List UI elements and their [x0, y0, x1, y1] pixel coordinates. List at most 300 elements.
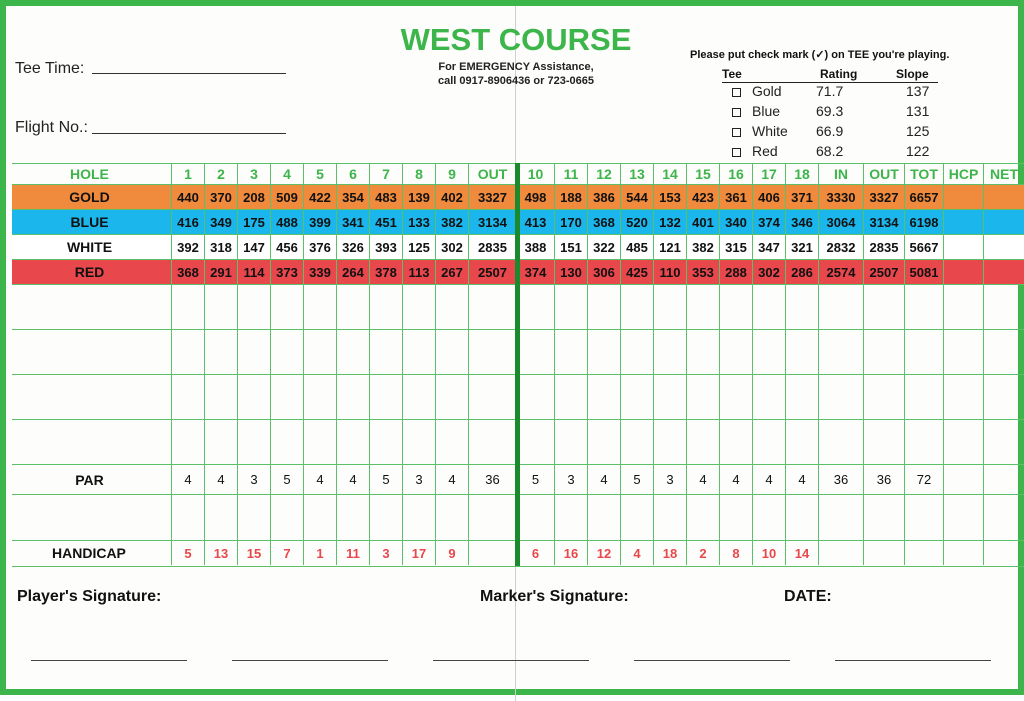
hole-number: 16	[719, 164, 752, 184]
score-cell: 14	[785, 541, 818, 565]
score-cell: 153	[653, 185, 686, 209]
score-cell: 6198	[904, 210, 943, 234]
score-cell: 5	[171, 541, 204, 565]
score-cell: 139	[402, 185, 435, 209]
score-cell: 4	[785, 465, 818, 494]
score-cell: 483	[369, 185, 402, 209]
hole-number: 11	[554, 164, 587, 184]
emergency-line-1: For EMERGENCY Assistance,	[438, 61, 594, 73]
score-entry-cell[interactable]	[686, 375, 719, 419]
date-label: DATE:	[784, 588, 832, 605]
score-cell: 386	[587, 185, 620, 209]
score-cell: 121	[653, 235, 686, 259]
hole-number: HCP	[943, 164, 983, 184]
hole-number: 18	[785, 164, 818, 184]
score-entry-cell[interactable]	[468, 375, 516, 419]
hole-number: NET	[983, 164, 1024, 184]
score-entry-cell[interactable]	[468, 330, 516, 374]
score-entry-cell[interactable]	[719, 420, 752, 464]
score-cell	[943, 210, 983, 234]
score-entry-cell[interactable]	[369, 495, 402, 540]
score-entry-cell[interactable]	[620, 285, 653, 329]
score-entry-cell[interactable]	[468, 285, 516, 329]
score-cell: 4	[587, 465, 620, 494]
hole-header-label: HOLE	[70, 166, 109, 182]
row-label	[12, 375, 171, 419]
player-signature-label: Player's Signature:	[17, 588, 162, 605]
score-entry-cell[interactable]	[752, 375, 785, 419]
score-entry-cell[interactable]	[516, 495, 554, 540]
score-entry-cell[interactable]	[752, 420, 785, 464]
score-cell: 3330	[818, 185, 863, 209]
score-cell: 3064	[818, 210, 863, 234]
score-entry-cell[interactable]	[904, 375, 943, 419]
score-cell: 13	[204, 541, 237, 565]
score-entry-cell[interactable]	[435, 495, 468, 540]
score-entry-cell[interactable]	[785, 330, 818, 374]
score-cell: 2835	[468, 235, 516, 259]
score-cell: 5667	[904, 235, 943, 259]
score-entry-cell[interactable]	[369, 285, 402, 329]
score-cell: 392	[171, 235, 204, 259]
score-cell: 378	[369, 260, 402, 284]
score-cell: 340	[719, 210, 752, 234]
hole-number: 17	[752, 164, 785, 184]
score-cell: 36	[863, 465, 904, 494]
score-entry-cell[interactable]	[204, 330, 237, 374]
score-entry-cell[interactable]	[516, 285, 554, 329]
row-label: GOLD	[69, 189, 110, 205]
score-entry-cell[interactable]	[686, 285, 719, 329]
score-entry-cell[interactable]	[402, 375, 435, 419]
score-entry-cell[interactable]	[204, 375, 237, 419]
score-cell: 318	[204, 235, 237, 259]
score-cell: 5	[369, 465, 402, 494]
score-cell: 406	[752, 185, 785, 209]
score-entry-cell[interactable]	[554, 375, 587, 419]
score-entry-cell[interactable]	[653, 330, 686, 374]
score-cell: 374	[752, 210, 785, 234]
score-cell	[468, 541, 516, 565]
score-cell: 170	[554, 210, 587, 234]
tee-col-header: Tee	[722, 67, 742, 81]
score-entry-cell[interactable]	[620, 375, 653, 419]
score-cell: 368	[587, 210, 620, 234]
score-cell	[943, 235, 983, 259]
tee-tee: Gold	[752, 83, 782, 99]
score-cell: 302	[435, 235, 468, 259]
score-entry-cell[interactable]	[863, 375, 904, 419]
score-entry-cell[interactable]	[554, 420, 587, 464]
score-cell: 315	[719, 235, 752, 259]
score-entry-cell[interactable]	[686, 495, 719, 540]
score-cell: 354	[336, 185, 369, 209]
score-cell: 425	[620, 260, 653, 284]
signature-line[interactable]	[232, 660, 388, 661]
score-cell: 322	[587, 235, 620, 259]
score-cell: 16	[554, 541, 587, 565]
score-cell: 15	[237, 541, 270, 565]
score-cell: 291	[204, 260, 237, 284]
score-entry-cell[interactable]	[983, 330, 1024, 374]
tee-time-label: Tee Time:	[15, 60, 85, 77]
score-entry-cell[interactable]	[785, 375, 818, 419]
signature-line[interactable]	[634, 660, 790, 661]
score-cell: 147	[237, 235, 270, 259]
score-entry-cell[interactable]	[719, 375, 752, 419]
score-entry-cell[interactable]	[943, 330, 983, 374]
score-cell: 132	[653, 210, 686, 234]
score-cell: 401	[686, 210, 719, 234]
score-entry-cell[interactable]	[237, 420, 270, 464]
row-label	[12, 330, 171, 374]
score-cell: 4	[719, 465, 752, 494]
score-entry-cell[interactable]	[516, 330, 554, 374]
score-entry-cell[interactable]	[785, 420, 818, 464]
score-entry-cell[interactable]	[752, 330, 785, 374]
score-cell: 498	[516, 185, 554, 209]
score-cell: 175	[237, 210, 270, 234]
score-entry-cell[interactable]	[863, 285, 904, 329]
score-entry-cell[interactable]	[983, 420, 1024, 464]
score-entry-cell[interactable]	[818, 285, 863, 329]
score-entry-cell[interactable]	[303, 285, 336, 329]
score-entry-cell[interactable]	[336, 285, 369, 329]
score-cell: 125	[402, 235, 435, 259]
flight-no-label: Flight No.:	[15, 119, 88, 136]
score-entry-cell[interactable]	[554, 330, 587, 374]
score-entry-cell[interactable]	[818, 495, 863, 540]
score-cell: 4	[686, 465, 719, 494]
score-entry-cell[interactable]	[303, 330, 336, 374]
score-cell	[943, 541, 983, 565]
score-entry-cell[interactable]	[435, 330, 468, 374]
score-cell: 3	[554, 465, 587, 494]
score-cell: 151	[554, 235, 587, 259]
tee-rating: 69.3	[816, 103, 844, 119]
score-entry-cell[interactable]	[468, 495, 516, 540]
slope-col-header: Slope	[896, 67, 929, 81]
row-label	[12, 495, 171, 540]
tee-tee: White	[752, 123, 788, 139]
score-entry-cell[interactable]	[904, 285, 943, 329]
score-entry-cell[interactable]	[204, 285, 237, 329]
score-entry-cell[interactable]	[818, 330, 863, 374]
score-entry-cell[interactable]	[943, 420, 983, 464]
score-entry-cell[interactable]	[620, 330, 653, 374]
score-cell: 374	[516, 260, 554, 284]
score-cell	[904, 541, 943, 565]
signature-line[interactable]	[433, 660, 589, 661]
score-entry-cell[interactable]	[785, 285, 818, 329]
score-cell: 3327	[863, 185, 904, 209]
score-cell: 346	[785, 210, 818, 234]
score-cell: 416	[171, 210, 204, 234]
score-cell	[983, 541, 1024, 565]
hole-number: 15	[686, 164, 719, 184]
score-cell	[943, 185, 983, 209]
score-cell: 382	[686, 235, 719, 259]
score-entry-cell[interactable]	[554, 285, 587, 329]
score-entry-cell[interactable]	[303, 375, 336, 419]
score-cell: 1	[303, 541, 336, 565]
score-entry-cell[interactable]	[270, 420, 303, 464]
score-cell: 4	[204, 465, 237, 494]
score-entry-cell[interactable]	[336, 495, 369, 540]
score-entry-cell[interactable]	[237, 330, 270, 374]
score-cell: 36	[818, 465, 863, 494]
score-cell: 402	[435, 185, 468, 209]
score-cell: 2507	[468, 260, 516, 284]
score-cell: 110	[653, 260, 686, 284]
grid-bottom-rule	[12, 566, 1024, 567]
score-cell: 321	[785, 235, 818, 259]
score-entry-cell[interactable]	[752, 495, 785, 540]
score-entry-cell[interactable]	[336, 375, 369, 419]
score-entry-cell[interactable]	[237, 495, 270, 540]
score-entry-cell[interactable]	[818, 375, 863, 419]
score-entry-cell[interactable]	[171, 375, 204, 419]
score-cell: 10	[752, 541, 785, 565]
signature-line[interactable]	[835, 660, 991, 661]
score-entry-cell[interactable]	[863, 495, 904, 540]
score-entry-cell[interactable]	[435, 285, 468, 329]
tee-slope: 137	[906, 83, 930, 99]
score-entry-cell[interactable]	[237, 285, 270, 329]
tee-checkbox[interactable]	[732, 128, 741, 137]
row-label: PAR	[75, 471, 104, 488]
score-cell: 286	[785, 260, 818, 284]
score-cell: 361	[719, 185, 752, 209]
score-entry-cell[interactable]	[752, 285, 785, 329]
score-cell: 17	[402, 541, 435, 565]
score-cell: 3	[653, 465, 686, 494]
score-cell: 188	[554, 185, 587, 209]
score-entry-cell[interactable]	[686, 420, 719, 464]
score-cell: 373	[270, 260, 303, 284]
score-entry-cell[interactable]	[435, 420, 468, 464]
score-cell	[983, 185, 1024, 209]
score-cell: 399	[303, 210, 336, 234]
score-cell	[818, 541, 863, 565]
tee-time-field[interactable]	[92, 73, 286, 74]
score-cell: 2835	[863, 235, 904, 259]
score-cell: 326	[336, 235, 369, 259]
tee-slope: 122	[906, 143, 930, 159]
score-cell: 347	[752, 235, 785, 259]
score-entry-cell[interactable]	[303, 420, 336, 464]
score-entry-cell[interactable]	[620, 420, 653, 464]
score-cell: 133	[402, 210, 435, 234]
score-cell: 393	[369, 235, 402, 259]
score-entry-cell[interactable]	[369, 330, 402, 374]
score-cell: 5	[516, 465, 554, 494]
score-entry-cell[interactable]	[402, 330, 435, 374]
score-cell: 341	[336, 210, 369, 234]
score-cell: 113	[402, 260, 435, 284]
score-entry-cell[interactable]	[369, 420, 402, 464]
score-cell	[943, 465, 983, 494]
score-cell: 485	[620, 235, 653, 259]
score-cell: 302	[752, 260, 785, 284]
row-label: WHITE	[66, 239, 113, 255]
row-label: RED	[74, 264, 105, 280]
score-entry-cell[interactable]	[270, 495, 303, 540]
score-entry-cell[interactable]	[587, 375, 620, 419]
score-cell: 12	[587, 541, 620, 565]
signature-line[interactable]	[31, 660, 187, 661]
score-cell: 4	[435, 465, 468, 494]
score-entry-cell[interactable]	[204, 420, 237, 464]
score-cell: 2	[686, 541, 719, 565]
score-entry-cell[interactable]	[904, 420, 943, 464]
score-entry-cell[interactable]	[171, 420, 204, 464]
score-cell: 440	[171, 185, 204, 209]
score-cell: 520	[620, 210, 653, 234]
tee-rating: 66.9	[816, 123, 844, 139]
score-entry-cell[interactable]	[516, 375, 554, 419]
row-label: HANDICAP	[52, 545, 126, 561]
hole-number: 1	[171, 164, 204, 184]
score-entry-cell[interactable]	[653, 420, 686, 464]
score-entry-cell[interactable]	[554, 495, 587, 540]
score-entry-cell[interactable]	[983, 495, 1024, 540]
score-entry-cell[interactable]	[587, 420, 620, 464]
score-entry-cell[interactable]	[904, 330, 943, 374]
score-cell: 7	[270, 541, 303, 565]
score-entry-cell[interactable]	[402, 495, 435, 540]
score-cell: 422	[303, 185, 336, 209]
score-entry-cell[interactable]	[719, 495, 752, 540]
score-cell: 208	[237, 185, 270, 209]
score-entry-cell[interactable]	[587, 285, 620, 329]
score-cell: 5	[620, 465, 653, 494]
score-entry-cell[interactable]	[719, 285, 752, 329]
score-cell: 72	[904, 465, 943, 494]
score-entry-cell[interactable]	[171, 495, 204, 540]
score-entry-cell[interactable]	[435, 375, 468, 419]
score-entry-cell[interactable]	[653, 285, 686, 329]
hole-number: 7	[369, 164, 402, 184]
score-entry-cell[interactable]	[171, 330, 204, 374]
score-entry-cell[interactable]	[303, 495, 336, 540]
hole-number: 8	[402, 164, 435, 184]
score-cell: 370	[204, 185, 237, 209]
score-cell: 2832	[818, 235, 863, 259]
score-cell: 4	[620, 541, 653, 565]
score-entry-cell[interactable]	[785, 495, 818, 540]
tee-slope: 125	[906, 123, 930, 139]
score-entry-cell[interactable]	[204, 495, 237, 540]
score-entry-cell[interactable]	[983, 285, 1024, 329]
score-entry-cell[interactable]	[653, 375, 686, 419]
score-cell: 413	[516, 210, 554, 234]
score-entry-cell[interactable]	[719, 330, 752, 374]
score-entry-cell[interactable]	[336, 330, 369, 374]
front-back-divider	[515, 163, 520, 566]
score-cell	[983, 235, 1024, 259]
score-entry-cell[interactable]	[587, 330, 620, 374]
score-cell: 4	[336, 465, 369, 494]
score-entry-cell[interactable]	[620, 495, 653, 540]
score-entry-cell[interactable]	[983, 375, 1024, 419]
score-entry-cell[interactable]	[336, 420, 369, 464]
score-cell: 4	[171, 465, 204, 494]
score-entry-cell[interactable]	[171, 285, 204, 329]
score-cell: 18	[653, 541, 686, 565]
rating-col-header: Rating	[820, 67, 858, 81]
tee-slope: 131	[906, 103, 930, 119]
score-entry-cell[interactable]	[686, 330, 719, 374]
hole-number: OUT	[863, 164, 904, 184]
hole-number: 9	[435, 164, 468, 184]
score-cell: 288	[719, 260, 752, 284]
score-entry-cell[interactable]	[904, 495, 943, 540]
score-entry-cell[interactable]	[943, 285, 983, 329]
score-cell: 3	[402, 465, 435, 494]
score-entry-cell[interactable]	[587, 495, 620, 540]
score-entry-cell[interactable]	[270, 375, 303, 419]
course-title: WEST COURSE	[400, 22, 632, 57]
score-cell: 130	[554, 260, 587, 284]
score-cell: 339	[303, 260, 336, 284]
score-cell: 5081	[904, 260, 943, 284]
score-entry-cell[interactable]	[468, 420, 516, 464]
score-entry-cell[interactable]	[818, 420, 863, 464]
score-entry-cell[interactable]	[863, 330, 904, 374]
score-cell: 423	[686, 185, 719, 209]
score-entry-cell[interactable]	[943, 375, 983, 419]
tee-checkbox[interactable]	[732, 108, 741, 117]
score-cell: 264	[336, 260, 369, 284]
score-cell: 9	[435, 541, 468, 565]
tee-rating: 68.2	[816, 143, 844, 159]
score-entry-cell[interactable]	[943, 495, 983, 540]
score-entry-cell[interactable]	[237, 375, 270, 419]
score-entry-cell[interactable]	[270, 285, 303, 329]
score-entry-cell[interactable]	[863, 420, 904, 464]
score-entry-cell[interactable]	[653, 495, 686, 540]
hole-number: 5	[303, 164, 336, 184]
hole-number: 12	[587, 164, 620, 184]
tee-rating: 71.7	[816, 83, 844, 99]
tee-checkbox[interactable]	[732, 88, 741, 97]
score-cell: 2507	[863, 260, 904, 284]
hole-number: OUT	[468, 164, 516, 184]
score-cell: 114	[237, 260, 270, 284]
score-cell: 349	[204, 210, 237, 234]
score-entry-cell[interactable]	[516, 420, 554, 464]
score-entry-cell[interactable]	[402, 285, 435, 329]
score-cell: 353	[686, 260, 719, 284]
tee-checkbox[interactable]	[732, 148, 741, 157]
tee-tee: Blue	[752, 103, 781, 119]
score-cell: 371	[785, 185, 818, 209]
row-label: BLUE	[70, 214, 109, 230]
flight-no-field[interactable]	[92, 133, 286, 134]
score-cell: 5	[270, 465, 303, 494]
hole-number: 14	[653, 164, 686, 184]
emergency-line-2: call 0917-8906436 or 723-0665	[438, 75, 594, 87]
score-entry-cell[interactable]	[369, 375, 402, 419]
score-cell: 376	[303, 235, 336, 259]
hole-number: 10	[516, 164, 554, 184]
score-entry-cell[interactable]	[402, 420, 435, 464]
score-cell: 2574	[818, 260, 863, 284]
score-cell: 3134	[863, 210, 904, 234]
score-entry-cell[interactable]	[270, 330, 303, 374]
score-cell: 3	[369, 541, 402, 565]
